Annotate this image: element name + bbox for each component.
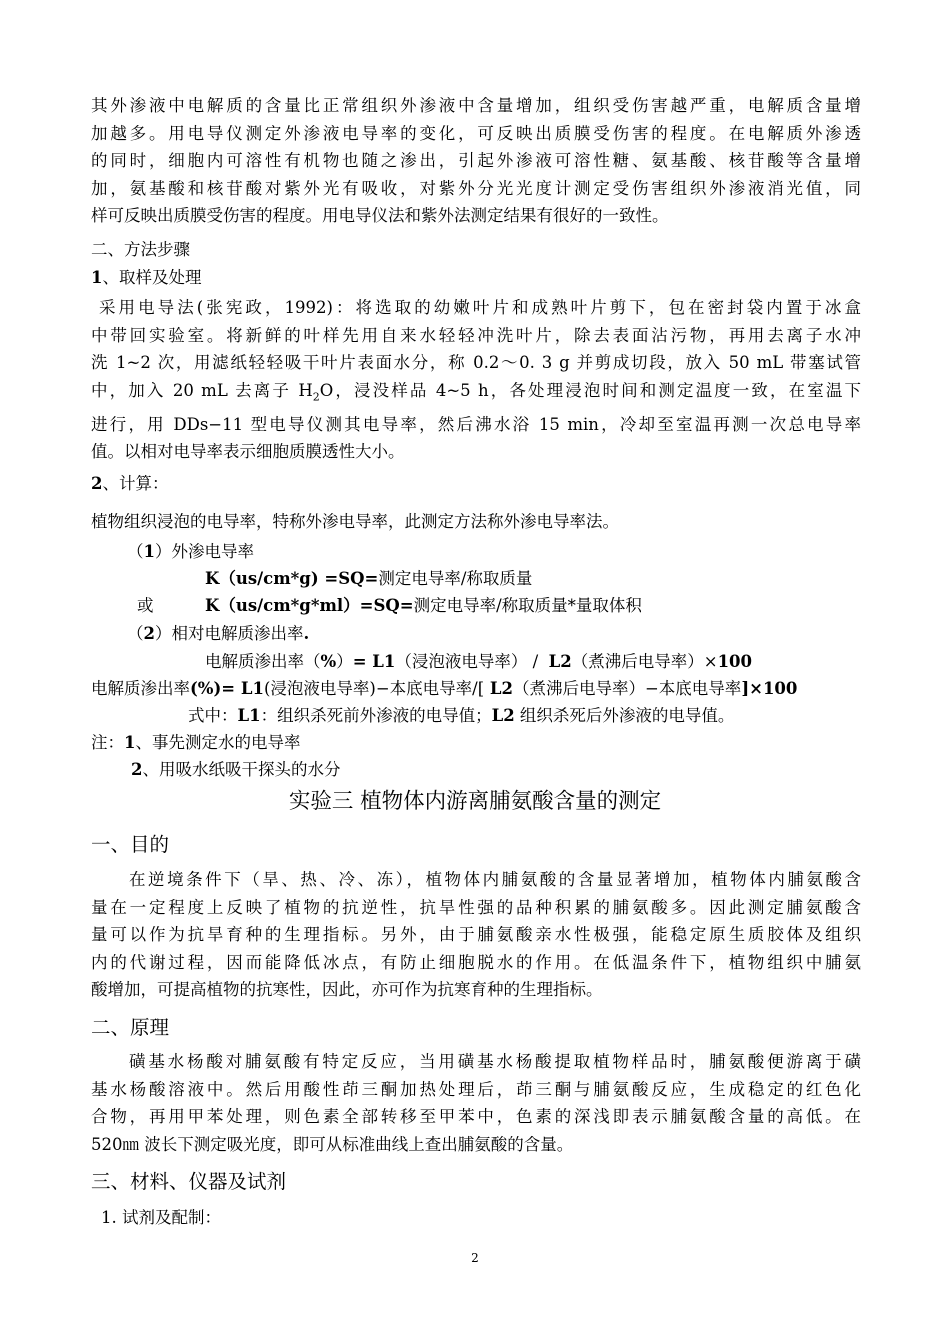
text-fragment: O，浸没样品 4~5 h，各处理浸泡时间和测定温度一致，在室温下 — [319, 380, 862, 400]
formula-expr: K（us/cm*g) =SQ= — [205, 569, 379, 588]
text-line: 其外渗液中电解质的含量比正常组织外渗液中含量增加，组织受伤害越严重，电解质含量增 — [91, 96, 861, 115]
sub-label: ）外渗电导率 — [154, 542, 254, 561]
text-line: 洗 1~2 次，用滤纸轻轻吸干叶片表面水分，称 0.2～0. 3 g 并剪成切段，放入 50 mL 带塞试管 — [91, 353, 861, 373]
text-line: 样可反映出质膜受伤害的程度。用电导仪法和紫外法测定结果有很好的一致性。 — [91, 206, 669, 226]
formula-part: ） — [336, 652, 353, 671]
formula-part: （浸泡液电导率） — [395, 652, 528, 671]
sub-label: ）相对电解质渗出率 — [154, 624, 304, 643]
formula-part: 电解质渗出率（ — [205, 652, 321, 671]
text-fragment: 中，加入 20 mL 去离子 H — [91, 380, 313, 400]
reagents-line: 1. 试剂及配制： — [101, 1208, 221, 1227]
intro-paragraph — [91, 92, 861, 230]
subscript: 2 — [312, 390, 320, 404]
or-label: 或 — [137, 596, 154, 615]
text-line: 量可以作为抗旱育种的生理指标。另外，由于脯氨酸亲水性极强，能稳定原生质胶体及组织 — [91, 925, 861, 945]
page-number: 2 — [471, 1251, 479, 1265]
formula-1 — [205, 567, 532, 591]
text-line: 磺基水杨酸对脯氨酸有特定反应，当用磺基水杨酸提取植物样品时，脯氨酸便游离于磺 — [129, 1052, 861, 1071]
text-line: 量在一定程度上反映了植物的抗逆性，抗旱性强的品种积累的脯氨酸多。因此测定脯氨酸含 — [91, 897, 861, 917]
formula-part: ]×100 — [741, 679, 798, 698]
note-text: 、事先测定水的电导率 — [135, 733, 301, 752]
note-part: L1 — [237, 706, 261, 725]
text-line: 加越多。用电导仪测定外渗液电导率的变化，可反映出质膜受伤害的程度。在电解质外渗透 — [91, 123, 861, 143]
note-part: 组织杀死后外渗液的电导值。 — [514, 706, 735, 725]
purpose-paragraph — [91, 866, 861, 1004]
text-line: 内的代谢过程，因而能降低冰点，有防止细胞脱水的作用。在低温条件下，植物组织中脯氨 — [91, 952, 861, 972]
formula-part: （煮沸后电导率）× — [571, 652, 718, 671]
formula-part: L2 — [484, 679, 513, 698]
formula-2 — [205, 594, 642, 618]
text-line: 加，氨基酸和核苷酸对紫外光有吸收，对紫外分光光度计测定受伤害组织外渗液消光值，同 — [91, 178, 861, 198]
principle-paragraph — [91, 1048, 861, 1158]
formula-part: / — [532, 652, 539, 671]
note-number: 2 — [131, 760, 143, 779]
formula-4 — [91, 677, 797, 701]
calc-intro: 植物组织浸泡的电导率，特称外渗电导率，此测定方法称外渗电导率法。 — [91, 512, 619, 531]
note-label: 注： — [91, 733, 124, 752]
bracket: （ — [127, 624, 144, 643]
formula-text: 测定电导率/称取质量 — [378, 569, 533, 588]
text-line: 酸增加，可提高植物的抗寒性，因此，亦可作为抗寒育种的生理指标。 — [91, 980, 603, 1000]
purpose-heading: 一、目的 — [91, 833, 170, 856]
formula-note — [188, 704, 734, 728]
text-line-h2o — [91, 377, 861, 411]
method-heading: 二、方法步骤 — [91, 240, 190, 259]
step-label: 、取样及处理 — [102, 268, 202, 287]
formula-expr: K（us/cm*g*ml）=SQ= — [205, 596, 414, 615]
sub-heading-1 — [127, 540, 254, 564]
sub-heading-2 — [127, 622, 309, 646]
formula-part: L2 — [548, 652, 572, 671]
formula-part: 100 — [717, 652, 753, 671]
text-line: 中带回实验室。将新鲜的叶样先用自来水轻轻冲洗叶片，除去表面沾污物，再用去离子水冲 — [91, 325, 861, 345]
formula-part: % — [320, 652, 337, 671]
text-line: 基水杨酸溶液中。然后用酸性茚三酮加热处理后，茚三酮与脯氨酸反应，生成稳定的红色化 — [91, 1079, 861, 1099]
text-line: 合物，再用甲苯处理，则色素全部转移至甲苯中，色素的深浅即表示脯氨酸含量的高低。在 — [91, 1107, 861, 1127]
experiment-title: 实验三 植物体内游离脯氨酸含量的测定 — [288, 789, 662, 814]
note-line-1 — [91, 731, 300, 755]
principle-heading: 二、原理 — [91, 1016, 170, 1039]
sub-number: 2 — [143, 624, 155, 643]
note-text: 、用吸水纸吸干探头的水分 — [142, 760, 341, 779]
sampling-paragraph — [91, 294, 861, 466]
note-number: 1 — [124, 733, 136, 752]
text-line: 进行，用 DDs−11 型电导仪测其电导率，然后沸水浴 15 min，冷却至室温再测一次总电导率 — [91, 414, 861, 434]
bracket: （ — [127, 542, 144, 561]
period: . — [303, 624, 310, 643]
text-line: 在逆境条件下（旱、热、冷、冻），植物体内脯氨酸的含量显著增加，植物体内脯氨酸含 — [129, 870, 861, 889]
note-line-2 — [131, 758, 340, 782]
formula-part: 电解质渗出率 — [91, 679, 190, 698]
formula-part: (浸泡液电导率)−本底电导率/[ — [263, 679, 485, 698]
step-number: 1 — [91, 268, 103, 287]
formula-3 — [205, 650, 752, 674]
formula-part: (%)= L1 — [190, 679, 264, 698]
step2-heading — [91, 472, 168, 496]
text-line: 520㎚ 波长下测定吸光度，即可从标准曲线上查出脯氨酸的含量。 — [91, 1134, 574, 1154]
sub-number: 1 — [143, 542, 155, 561]
formula-part: = L1 — [352, 652, 396, 671]
materials-heading: 三、材料、仪器及试剂 — [91, 1170, 287, 1193]
note-part: L2 — [491, 706, 515, 725]
formula-text: 测定电导率/称取质量*量取体积 — [413, 596, 642, 615]
text-line: 采用电导法(张宪政，1992)：将选取的幼嫩叶片和成熟叶片剪下，包在密封袋内置于冰盒 — [99, 298, 861, 317]
note-part: ：组织杀死前外渗液的电导值； — [260, 706, 492, 725]
step1-heading — [91, 266, 201, 290]
formula-part: （煮沸后电导率）−本底电导率 — [512, 679, 742, 698]
text-line: 值。以相对电导率表示细胞质膜透性大小。 — [91, 442, 405, 462]
step-number: 2 — [91, 474, 103, 493]
text-line: 的同时，细胞内可溶性有机物也随之渗出，引起外渗液可溶性糖、氨基酸、核苷酸等含量增 — [91, 151, 861, 171]
step-label: 、计算： — [102, 474, 169, 493]
note-part: 式中： — [188, 706, 238, 725]
